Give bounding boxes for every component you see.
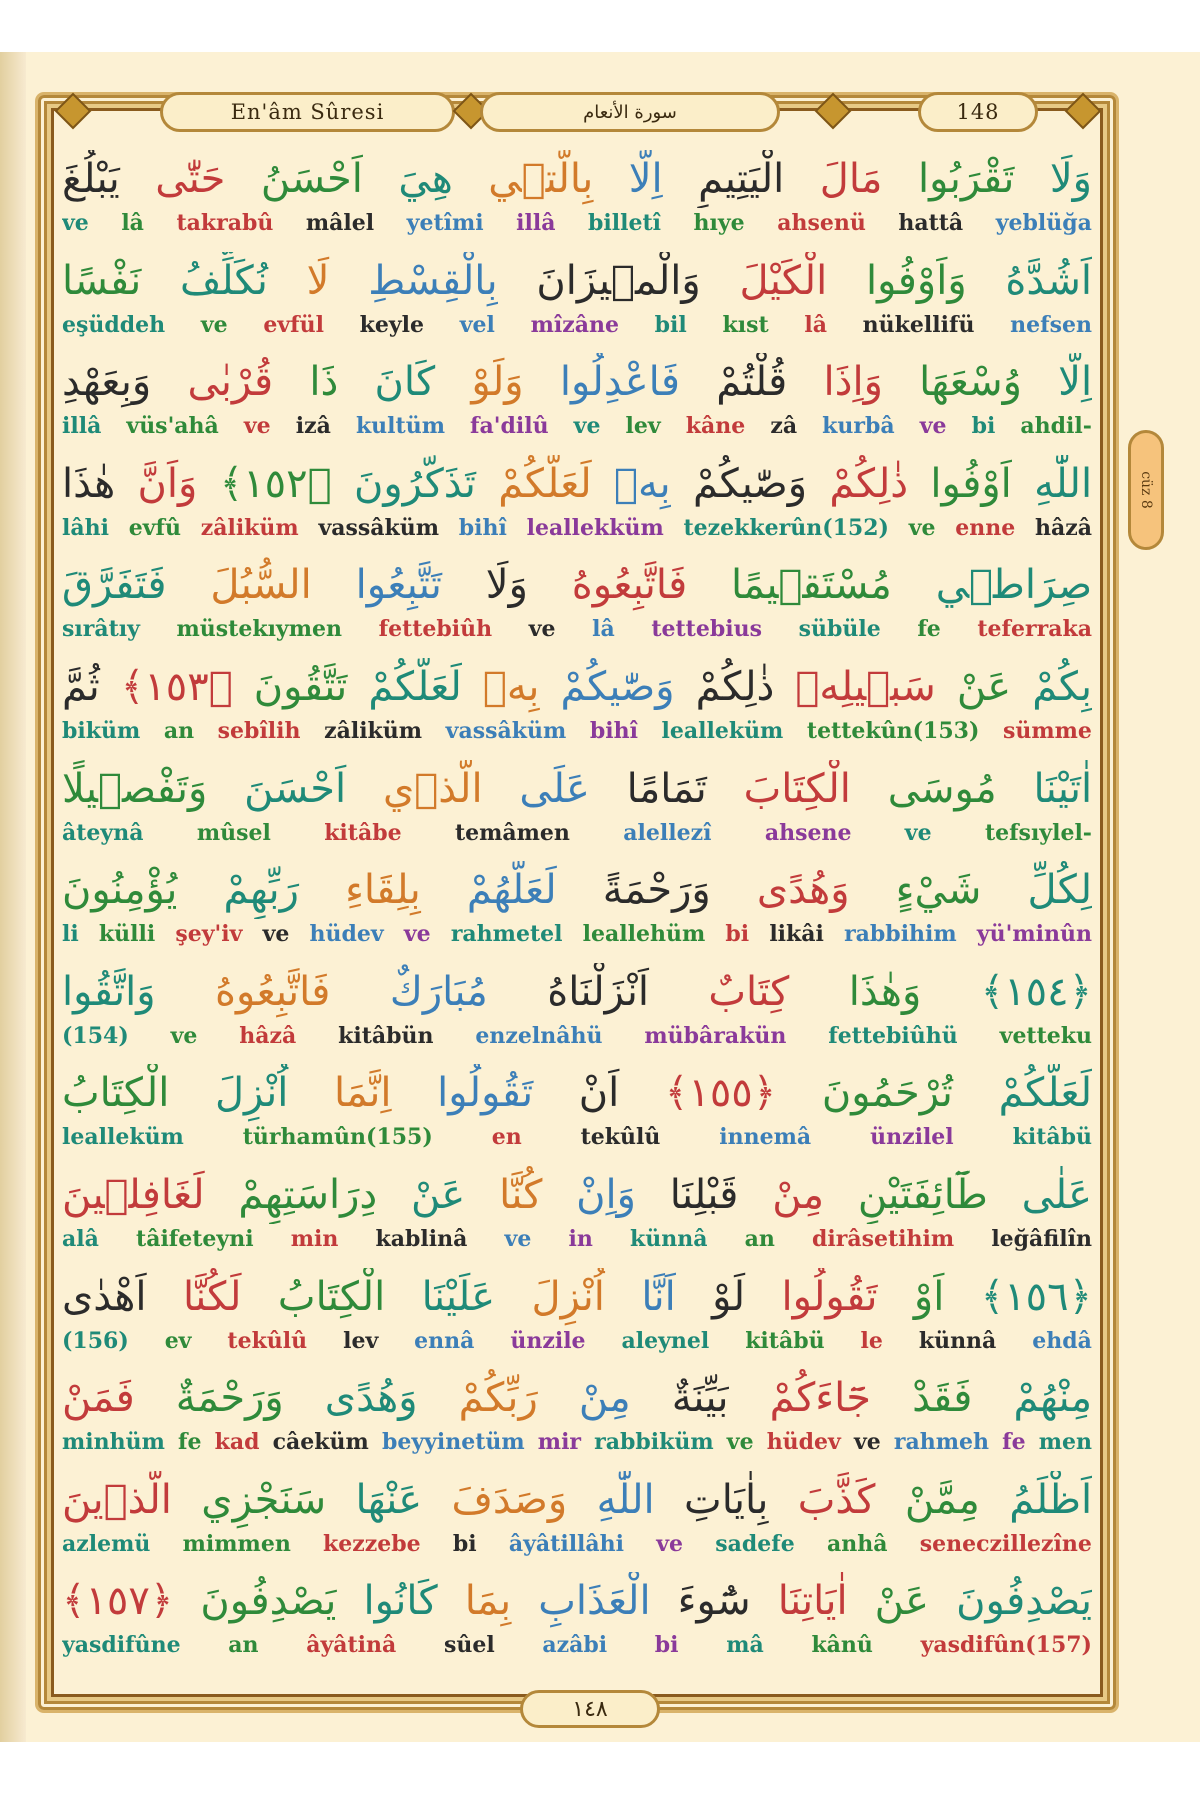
transliteration-text: âteynâ mûsel kitâbe temâmen alellezî ahsene ve tefsıylel- <box>62 819 1092 846</box>
transliteration-text: (154) ve hâzâ kitâbün enzelnâhü mübârakün fettebiûhü vetteku <box>62 1022 1092 1049</box>
verse-line <box>62 1572 1092 1674</box>
arabic-text: لِكُلِّ شَيْءٍ وَهُدًى وَرَحْمَةً لَعَلَّهُمْ بِلِقَاءِ رَبِّهِمْ يُؤْمِنُونَ <box>62 867 1092 914</box>
verse-line <box>62 353 1092 455</box>
arabic-text: اللّٰهِ اَوْفُوا ذٰلِكُمْ وَصّٰيكُمْ بِه۪ لَعَلَّكُمْ تَذَكَّرُونَ ﴿١٥٢﴾ وَاَنَّ هٰذَا <box>62 460 1092 507</box>
transliteration-text: alâ tâifeteyni min kablinâ ve in künnâ an dirâsetihim leğâfilîn <box>62 1225 1092 1252</box>
footer-page-number: ١٤٨ <box>572 1696 608 1722</box>
ornament-knot-icon <box>1065 93 1102 130</box>
transliteration-text: illâ vüs'ahâ ve izâ kultüm fa'dilû ve lev kâne zâ kurbâ ve bi ahdil- <box>62 413 1092 440</box>
verse-line <box>62 963 1092 1065</box>
verse-line <box>62 1268 1092 1370</box>
page-number: 148 <box>956 100 1000 124</box>
arabic-text: مِنْهُمْ فَقَدْ جَٓاءَكُمْ بَيِّنَةٌ مِنْ رَبِّكُمْ وَهُدًى وَرَحْمَةٌ فَمَنْ <box>62 1375 1092 1422</box>
ornament-knot-icon <box>55 93 92 130</box>
ornament-knot-icon <box>815 93 852 130</box>
arabic-text: اِلَّا وُسْعَهَا وَاِذَا قُلْتُمْ فَاعْدِلُوا وَلَوْ كَانَ ذَا قُرْبٰى وَبِعَهْدِ <box>62 359 1092 406</box>
arabic-text: اَظْلَمُ مِمَّنْ كَذَّبَ بِاٰيَاتِ اللّٰهِ وَصَدَفَ عَنْهَا سَنَجْزِي الَّذ۪ينَ <box>62 1476 1092 1523</box>
verse-line <box>62 556 1092 658</box>
verse-line <box>62 760 1092 862</box>
verse-line <box>62 658 1092 760</box>
verse-line <box>62 1369 1092 1471</box>
transliteration-text: biküm an sebîlih zâliküm vassâküm bihî lealleküm tettekûn(153) sümme <box>62 717 1092 744</box>
verse-line <box>62 1471 1092 1573</box>
transliteration-text: li külli şey'iv ve hüdev ve rahmetel leallehüm bi likâi rabbihim yü'minûn <box>62 921 1092 948</box>
transliteration-text: sırâtıy müstekıymen fettebiûh ve lâ tettebius sübüle fe teferraka <box>62 616 1092 643</box>
juz-label: cüz 8 <box>1138 471 1154 509</box>
arabic-text: وَلَا تَقْرَبُوا مَالَ الْيَتِيمِ اِلَّا بِالَّت۪ي هِيَ اَحْسَنُ حَتّٰى يَبْلُغَ <box>62 156 1092 202</box>
transliteration-text: ve lâ takrabû mâlel yetîmi illâ billetî hıye ahsenü hattâ yeblüğa <box>62 210 1092 236</box>
arabic-text: اٰتَيْنَا مُوسَى الْكِتَابَ تَمَامًا عَلَى الَّذ۪ي اَحْسَنَ وَتَفْص۪يلًا <box>62 765 1092 812</box>
surah-name-arabic: سورة الأنعام <box>583 101 677 123</box>
arabic-text: عَلٰى طَٓائِفَتَيْنِ مِنْ قَبْلِنَا وَاِنْ كُنَّا عَنْ دِرَاسَتِهِمْ لَغَافِل۪ينَ <box>62 1171 1092 1218</box>
page-number-box <box>918 92 1038 132</box>
transliteration-text: lealleküm türhamûn(155) en tekûlû innemâ ünzilel kitâbü <box>62 1124 1092 1151</box>
arabic-text: ﴿١٥٦﴾ اَوْ تَقُولُوا لَوْ اَنَّا اُنْزِلَ عَلَيْنَا الْكِتَابُ لَكُنَّا اَهْدٰى <box>62 1273 1092 1320</box>
transliteration-text: lâhi evfû zâliküm vassâküm bihî leallekküm tezekkerûn(152) ve enne hâzâ <box>62 514 1092 541</box>
juz-side-tab <box>1128 430 1164 550</box>
page-header <box>40 92 1116 136</box>
page-binding-edge <box>0 52 26 1742</box>
arabic-text: لَعَلَّكُمْ تُرْحَمُونَ ﴿١٥٥﴾ اَنْ تَقُولُوا اِنَّمَا اُنْزِلَ الْكِتَابُ <box>62 1070 1092 1117</box>
surah-name-latin-box <box>160 92 455 132</box>
verse-line <box>62 1064 1092 1166</box>
arabic-text: يَصْدِفُونَ عَنْ اٰيَاتِنَا سُٓوءَ الْعَذَابِ بِمَا كَانُوا يَصْدِفُونَ ﴿١٥٧﴾ <box>62 1578 1092 1625</box>
transliteration-text: azlemü mimmen kezzebe bi âyâtillâhi ve sadefe anhâ seneczillezîne <box>62 1530 1092 1557</box>
verse-line <box>62 455 1092 557</box>
verse-line <box>62 252 1092 354</box>
transliteration-text: minhüm fe kad câeküm beyyinetüm mir rabbiküm ve hüdev ve rahmeh fe men <box>62 1429 1092 1456</box>
transliteration-text: (156) ev tekûlû lev ennâ ünzile aleynel kitâbü le künnâ ehdâ <box>62 1327 1092 1354</box>
arabic-text: اَشُدَّهُ وَاَوْفُوا الْكَيْلَ وَالْم۪يزَانَ بِالْقِسْطِ لَا نُكَلِّفُ نَفْسًا <box>62 257 1092 304</box>
verse-line <box>62 1166 1092 1268</box>
arabic-text: ﴿١٥٤﴾ وَهٰذَا كِتَابٌ اَنْزَلْنَاهُ مُبَارَكٌ فَاتَّبِعُوهُ وَاتَّقُوا <box>62 968 1092 1015</box>
transliteration-text: eşüddeh ve evfül keyle vel mîzâne bil kıst lâ nükellifü nefsen <box>62 311 1092 338</box>
surah-name-arabic-box <box>480 92 780 132</box>
verse-line <box>62 150 1092 252</box>
transliteration-text: yasdifûne an âyâtinâ sûel azâbi bi mâ kânû yasdifûn(157) <box>62 1632 1092 1659</box>
arabic-text: صِرَاط۪ي مُسْتَق۪يمًا فَاتَّبِعُوهُ وَلَا تَتَّبِعُوا السُّبُلَ فَتَفَرَّقَ <box>62 562 1092 609</box>
verse-line <box>62 861 1092 963</box>
surah-name-latin: En'âm Sûresi <box>230 100 385 124</box>
footer-page-number-box <box>520 1690 660 1728</box>
verse-lines <box>62 150 1092 1674</box>
arabic-text: بِكُمْ عَنْ سَب۪يلِه۪ ذٰلِكُمْ وَصّٰيكُمْ بِه۪ لَعَلَّكُمْ تَتَّقُونَ ﴿١٥٣﴾ ثُمَّ <box>62 663 1092 710</box>
